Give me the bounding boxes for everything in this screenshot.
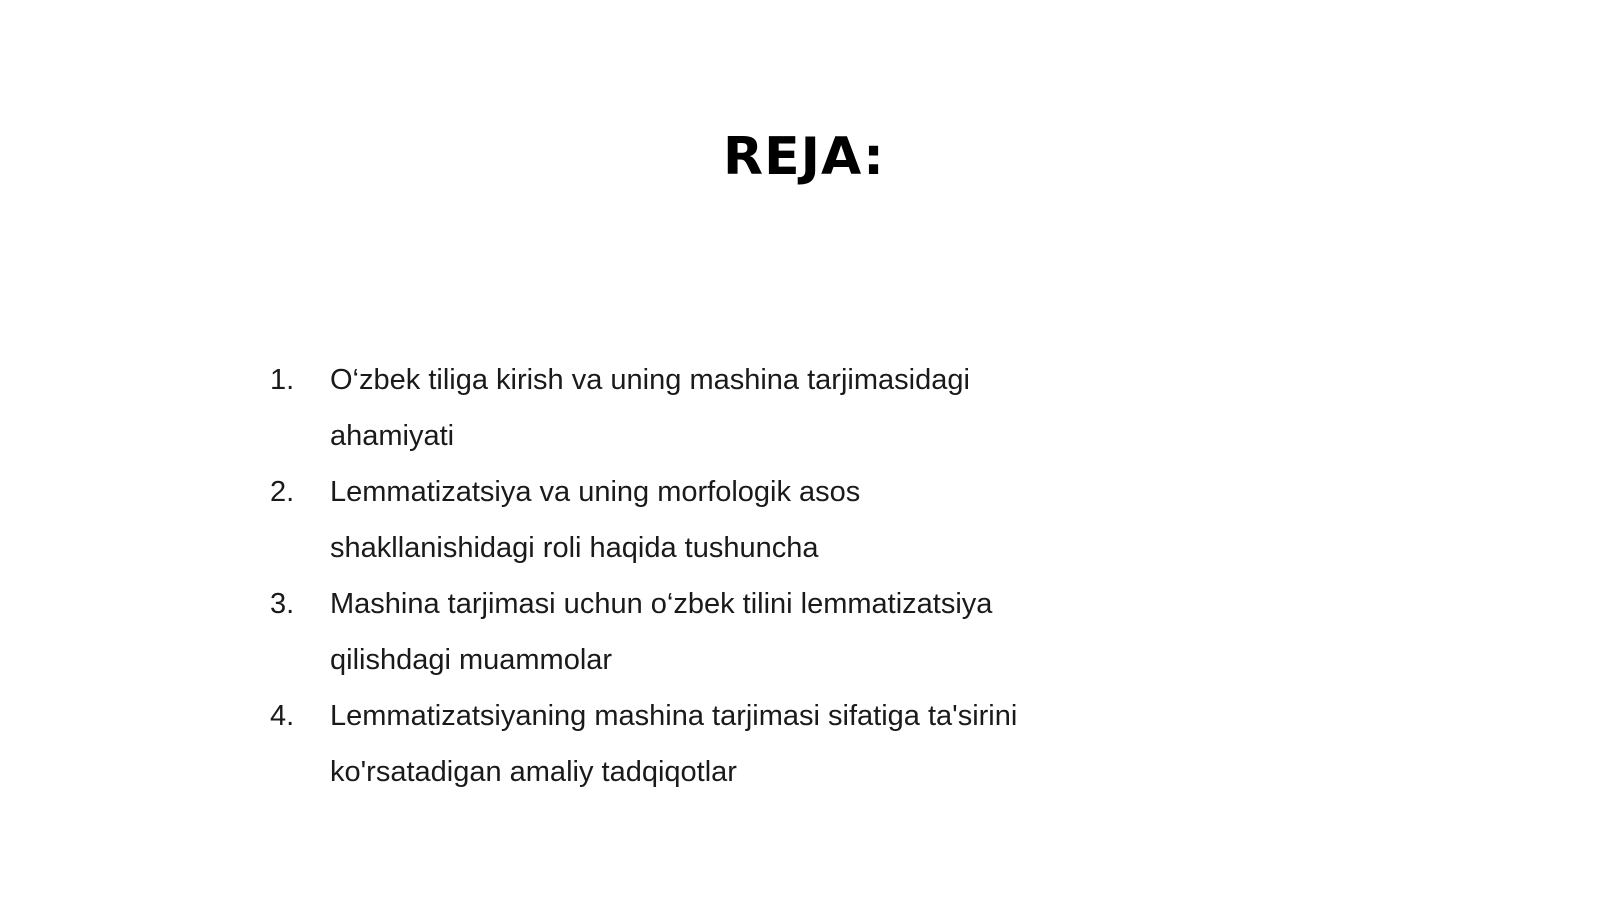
list-item-text: O‘zbek tiliga kirish va uning mashina tarjimasidagi ahamiyati <box>330 364 970 452</box>
list-item-number: 1. <box>270 364 295 396</box>
slide-title: REJA: <box>723 126 885 187</box>
list-item-number: 3. <box>270 588 295 620</box>
list-item-number: 4. <box>270 700 295 732</box>
list-item-text: Mashina tarjimasi uchun o‘zbek tilini lemmatizatsiya qilishdagi muammolar <box>330 588 993 676</box>
list-item <box>270 576 1090 688</box>
plan-list <box>270 352 1090 800</box>
list-item-text: Lemmatizatsiyaning mashina tarjimasi sifatiga ta'sirini ko'rsatadigan amaliy tadqiqotlar <box>330 700 1018 788</box>
list-item <box>270 352 1090 464</box>
list-item <box>270 464 1090 576</box>
list-item <box>270 688 1090 800</box>
list-item-number: 2. <box>270 476 295 508</box>
list-item-text: Lemmatizatsiya va uning morfologik asos shakllanishidagi roli haqida tushuncha <box>330 476 861 564</box>
